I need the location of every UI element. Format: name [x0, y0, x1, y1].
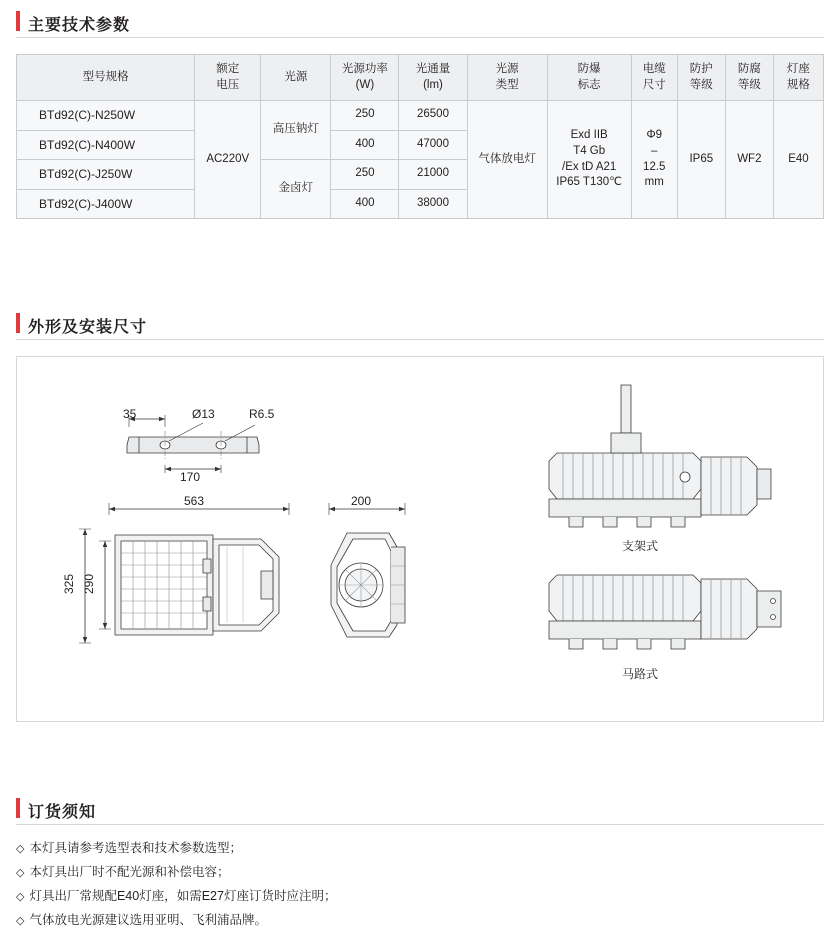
cell-power: 400 — [331, 130, 399, 160]
col-ip-l2: 等级 — [689, 78, 713, 91]
dim-325-label: 325 — [62, 573, 77, 595]
diamond-icon: ◇ — [16, 867, 25, 879]
bracket-type-label: 支架式 — [622, 539, 659, 553]
spec-table-wrap — [16, 54, 824, 219]
col-source — [261, 55, 331, 101]
col-ip-l1: 防护 — [689, 62, 713, 75]
col-socket — [773, 55, 823, 101]
col-ip — [677, 55, 725, 101]
dimensions-block — [0, 310, 840, 722]
col-voltage-l2: 电压 — [216, 78, 240, 91]
ex-line-3: /Ex tD A21 — [562, 160, 617, 173]
order-notes-list — [16, 837, 824, 933]
cell-voltage: AC220V — [195, 101, 261, 219]
cell-corrosion: WF2 — [725, 101, 773, 219]
diamond-icon: ◇ — [16, 891, 25, 903]
note-item — [16, 885, 824, 909]
cell-model: BTd92(C)-N250W — [17, 101, 195, 131]
road-type-label: 马路式 — [622, 667, 659, 681]
col-cable-l2: 尺寸 — [642, 78, 666, 91]
cable-line-2: – — [651, 144, 658, 157]
spec-table — [16, 54, 824, 219]
dim-r65-label: R6.5 — [249, 407, 275, 421]
col-model — [17, 55, 195, 101]
road-mount-view — [549, 575, 781, 649]
accent-bar — [16, 798, 20, 818]
order-notes-block — [0, 795, 840, 933]
cell-flux: 38000 — [399, 189, 467, 219]
dim-d13-label: Ø13 — [192, 407, 215, 421]
accent-bar — [16, 313, 20, 333]
cell-source-type: 气体放电灯 — [467, 101, 547, 219]
note-item — [16, 837, 824, 861]
cable-line-1: Φ9 — [646, 129, 663, 142]
col-flux-l2: (lm) — [423, 78, 443, 91]
col-corrosion-l1: 防腐 — [737, 62, 761, 75]
col-ex-mark-l1: 防爆 — [577, 62, 601, 75]
note-text: 灯具出厂常规配E40灯座，如需E27灯座订货时应注明； — [29, 889, 337, 903]
cell-socket: E40 — [773, 101, 823, 219]
cell-cable — [631, 101, 677, 219]
col-source-l1: 光源 — [284, 70, 308, 83]
dim-35-label: 35 — [123, 407, 137, 421]
dim-170-label: 170 — [180, 470, 201, 484]
ex-line-4: IP65 T130℃ — [556, 176, 623, 189]
end-view — [329, 503, 405, 637]
cell-model: BTd92(C)-N400W — [17, 130, 195, 160]
col-socket-l1: 灯座 — [786, 62, 810, 75]
cell-flux: 26500 — [399, 101, 467, 131]
note-text: 本灯具请参考选型表和技术参数选型； — [29, 841, 242, 855]
col-power — [331, 55, 399, 101]
col-flux-l1: 光通量 — [415, 62, 451, 75]
col-power-l2: (W) — [355, 78, 375, 91]
tech-params-heading — [0, 8, 840, 38]
col-corrosion-l2: 等级 — [737, 78, 761, 91]
order-heading — [0, 795, 840, 825]
cable-line-3: 12.5 — [643, 160, 666, 173]
cell-model: BTd92(C)-J250W — [17, 160, 195, 190]
cell-model: BTd92(C)-J400W — [17, 189, 195, 219]
cell-flux: 47000 — [399, 130, 467, 160]
top-view — [79, 503, 289, 643]
cell-flux: 21000 — [399, 160, 467, 190]
cell-power: 250 — [331, 101, 399, 131]
col-source-type-l1: 光源 — [495, 62, 519, 75]
cell-source-mh: 金卤灯 — [261, 160, 331, 219]
heading-rule — [16, 824, 824, 825]
col-voltage-l1: 额定 — [216, 62, 240, 75]
note-text: 气体放电光源建议选用亚明、飞利浦品牌。 — [29, 913, 267, 927]
dimensions-heading — [0, 310, 840, 340]
cell-power: 400 — [331, 189, 399, 219]
cell-source-hps: 高压钠灯 — [261, 101, 331, 160]
diamond-icon: ◇ — [16, 915, 25, 927]
cable-line-4: mm — [644, 176, 664, 189]
dim-290-label: 290 — [82, 573, 97, 595]
section-title: 外形及安装尺寸 — [28, 318, 148, 336]
accent-bar — [16, 11, 20, 31]
cell-ex-mark — [547, 101, 631, 219]
heading-rule — [16, 37, 824, 38]
col-cable — [631, 55, 677, 101]
table-row — [17, 101, 824, 131]
col-socket-l2: 规格 — [786, 78, 810, 91]
section-title: 主要技术参数 — [28, 16, 131, 34]
col-model-l1: 型号规格 — [82, 70, 129, 83]
dim-200-label: 200 — [351, 494, 372, 508]
drawing-panel — [16, 356, 824, 722]
note-text: 本灯具出厂时不配光源和补偿电容； — [29, 865, 230, 879]
ex-line-1: Exd IIB — [570, 129, 608, 142]
section-title: 订货须知 — [28, 803, 97, 821]
mount-plate-detail — [127, 415, 259, 473]
bracket-mount-view — [549, 385, 771, 527]
col-ex-mark — [547, 55, 631, 101]
diamond-icon: ◇ — [16, 843, 25, 855]
cell-power: 250 — [331, 160, 399, 190]
tech-params-block — [0, 8, 840, 219]
cell-ip: IP65 — [677, 101, 725, 219]
col-ex-mark-l2: 标志 — [577, 78, 601, 91]
col-cable-l1: 电缆 — [642, 62, 666, 75]
note-item — [16, 861, 824, 885]
col-power-l1: 光源功率 — [341, 62, 388, 75]
note-item — [16, 909, 824, 933]
heading-rule — [16, 339, 824, 340]
col-voltage — [195, 55, 261, 101]
col-corrosion — [725, 55, 773, 101]
ex-line-2: T4 Gb — [573, 144, 606, 157]
col-source-type — [467, 55, 547, 101]
table-header-row — [17, 55, 824, 101]
col-source-type-l2: 类型 — [495, 78, 519, 91]
technical-drawing — [17, 357, 823, 721]
dim-563-label: 563 — [184, 494, 205, 508]
col-flux — [399, 55, 467, 101]
